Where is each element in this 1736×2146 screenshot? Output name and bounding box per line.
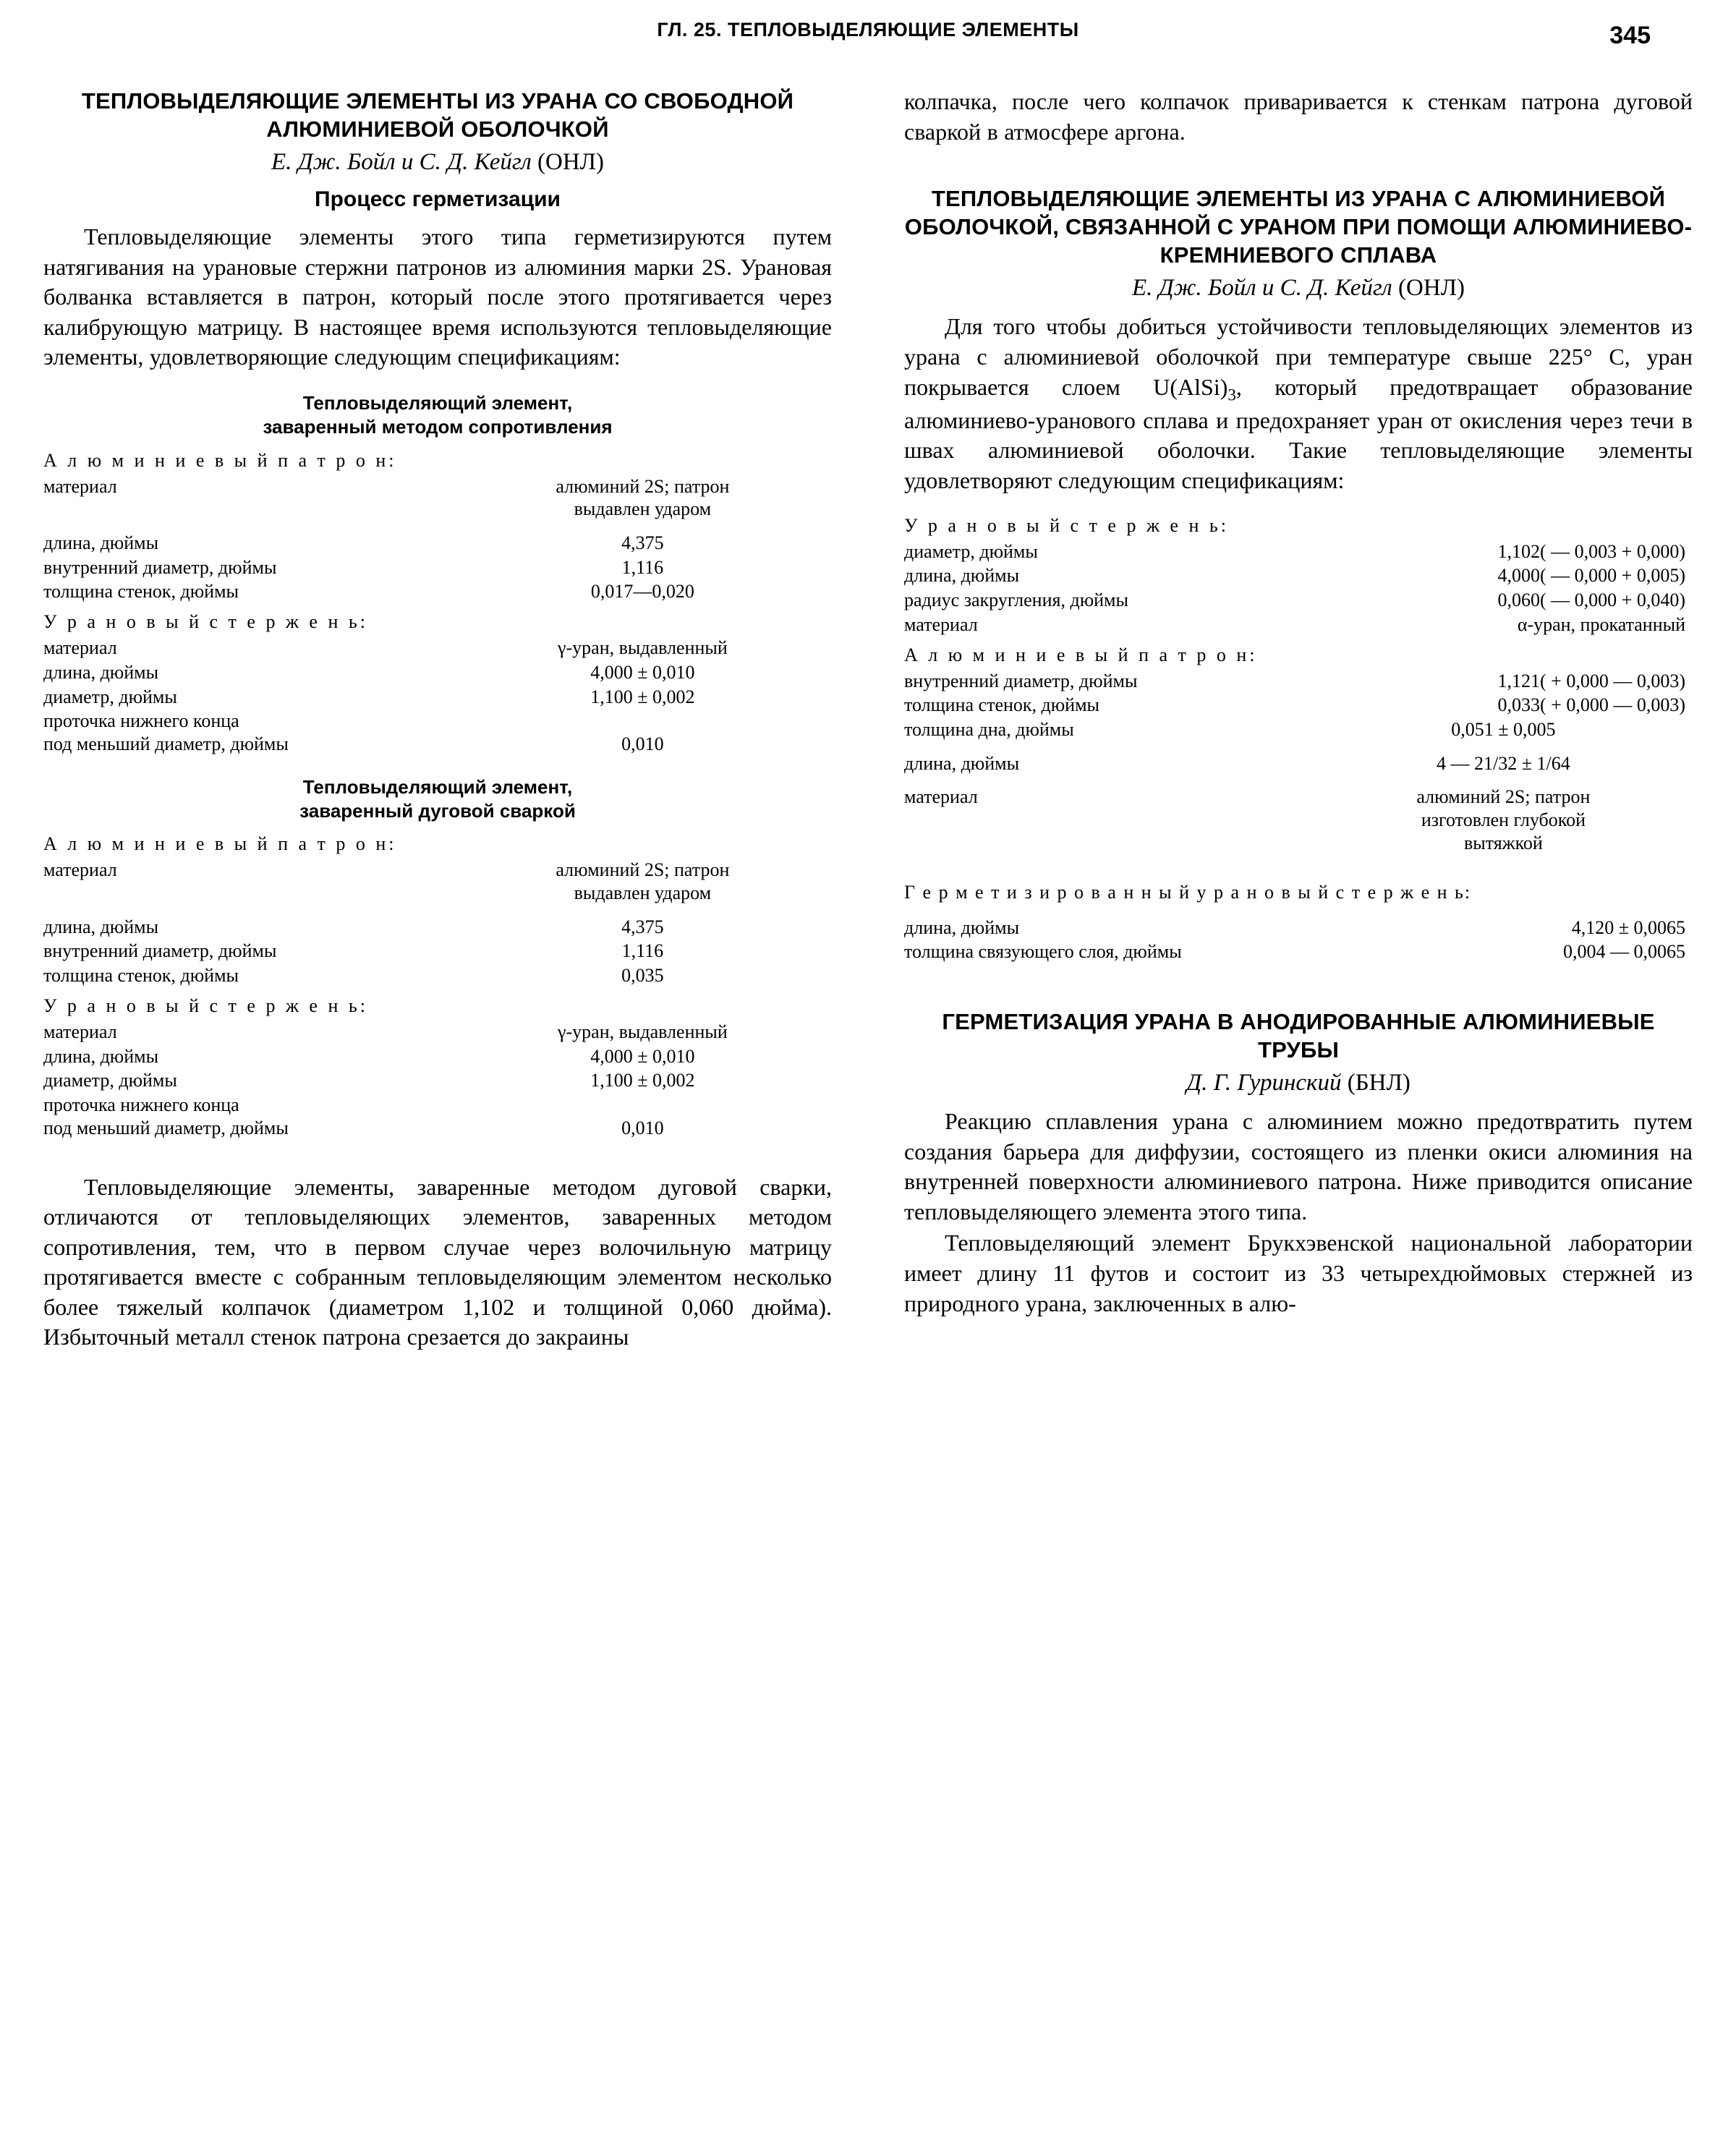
row-label: толщина связующего слоя, дюймы bbox=[904, 941, 1182, 963]
article1-section-heading: Процесс герметизации bbox=[315, 187, 561, 212]
article1-author-affil: (ОНЛ) bbox=[537, 149, 605, 176]
row-label: длина, дюймы bbox=[904, 916, 1020, 938]
table-row bbox=[43, 555, 832, 580]
right-column bbox=[904, 87, 1693, 1354]
row-label: материал bbox=[43, 859, 117, 881]
row-value: 4,000 ± 0,010 bbox=[590, 1045, 695, 1067]
spec3-group3-label: Г е р м е т и з и р о в а н н ы й у р а н о в ы й с т е р ж е н ь: bbox=[904, 881, 1472, 903]
row-value: 0,060( — 0,000 + 0,040) bbox=[1497, 589, 1685, 611]
article3-author bbox=[904, 1070, 1693, 1097]
spec3-group1-label: У р а н о в ы й с т е р ж е н ь: bbox=[904, 514, 1229, 536]
spec1-title-line2: заваренный методом сопротивления bbox=[263, 416, 613, 438]
row-label bbox=[43, 1093, 454, 1140]
left-column bbox=[43, 87, 832, 1354]
article2-author-name: Е. Дж. Бойл и С. Д. Кейгл bbox=[1131, 275, 1392, 302]
spec1-title-line1: Тепловыделяющий элемент, bbox=[302, 392, 573, 414]
row-label: внутренний диаметр, дюймы bbox=[43, 940, 277, 962]
row-label: материал bbox=[904, 786, 978, 808]
table-row bbox=[43, 906, 832, 940]
table-row bbox=[43, 685, 832, 710]
row-label-line1: проточка нижнего конца bbox=[43, 710, 239, 732]
row-label: материал bbox=[904, 613, 978, 635]
row-value bbox=[1314, 775, 1693, 855]
row-label: материал bbox=[43, 1021, 117, 1042]
table-row bbox=[43, 939, 832, 963]
spec3-table3 bbox=[904, 906, 1693, 964]
row-value: 0,010 bbox=[621, 1117, 664, 1138]
row-value: 4,000 ± 0,010 bbox=[590, 661, 695, 683]
row-label: длина, дюймы bbox=[43, 916, 159, 937]
article2-title: ТЕПЛОВЫДЕЛЯЮЩИЕ ЭЛЕМЕНТЫ ИЗ УРАНА С АЛЮМИНИЕВОЙ ОБОЛОЧКОЙ, СВЯЗАННОЙ С УРАНОМ ПРИ ПОМОЩИ АЛЮМИНИЕВО-КРЕМНИЕВОГО СПЛАВА bbox=[904, 186, 1693, 268]
row-label: диаметр, дюймы bbox=[904, 540, 1038, 562]
row-label bbox=[43, 709, 454, 756]
row-label: толщина дна, дюймы bbox=[904, 718, 1074, 740]
formula-u-alsi3 bbox=[1170, 373, 1236, 404]
spec2-table2 bbox=[43, 1020, 832, 1141]
spec1-group1-label: А л ю м и н и е в ы й п а т р о н: bbox=[43, 449, 397, 471]
spec3-table2 bbox=[904, 669, 1693, 856]
table-row bbox=[43, 709, 832, 756]
row-value-line2: выдавлен ударом bbox=[574, 882, 712, 904]
spec2-table1 bbox=[43, 858, 832, 988]
table-row bbox=[43, 1068, 832, 1093]
table-row bbox=[904, 693, 1693, 718]
formula-subscript: 3 bbox=[1227, 384, 1236, 404]
table-row bbox=[904, 669, 1693, 694]
table-row bbox=[43, 660, 832, 685]
article1-title: ТЕПЛОВЫДЕЛЯЮЩИЕ ЭЛЕМЕНТЫ ИЗ УРАНА СО СВОБОДНОЙ АЛЮМИНИЕВОЙ ОБОЛОЧКОЙ bbox=[81, 88, 794, 142]
row-value-line2: выдавлен ударом bbox=[574, 498, 712, 520]
spec2-group2-label: У р а н о в ы й с т е р ж е н ь: bbox=[43, 995, 368, 1016]
row-value: γ-уран, выдавленный bbox=[558, 637, 728, 659]
row-label: диаметр, дюймы bbox=[43, 1070, 177, 1091]
spec2-group1-label: А л ю м и н и е в ы й п а т р о н: bbox=[43, 833, 397, 855]
table-row bbox=[43, 521, 832, 555]
spec3-group2-label: А л ю м и н и е в ы й п а т р о н: bbox=[904, 644, 1258, 665]
row-label: длина, дюймы bbox=[904, 565, 1020, 587]
row-value: 1,121( + 0,000 — 0,003) bbox=[1497, 670, 1685, 691]
row-label-line2: под меньший диаметр, дюймы bbox=[43, 733, 289, 755]
article2-para1 bbox=[904, 312, 1693, 495]
article3-author-affil: (БНЛ) bbox=[1347, 1070, 1410, 1097]
spec1-table2 bbox=[43, 636, 832, 757]
row-value-line3: вытяжкой bbox=[1463, 832, 1543, 853]
row-value: 0,051 ± 0,005 bbox=[1451, 718, 1556, 740]
article3-para2: Тепловыделяющий элемент Брукхэвенской национальной лаборатории имеет длину 11 футов и состоит из 33 четырехдюймовых стержней из природного урана, заключенных в алю- bbox=[904, 1230, 1693, 1316]
spec1-table1 bbox=[43, 474, 832, 605]
row-value: 4,000( — 0,000 + 0,005) bbox=[1497, 565, 1685, 587]
table-row bbox=[904, 906, 1693, 940]
row-value: 1,116 bbox=[621, 940, 664, 962]
table-row bbox=[904, 540, 1693, 564]
article2-para1-part-b: , который предотвращает образование алюминиево-уранового сплава и предохраняет уран от окисления через течи в швах алюминиевой оболочки. Такие тепловыделяющие элементы удовлетворяют следующим спецификациям: bbox=[904, 373, 1693, 494]
table-row bbox=[904, 613, 1693, 637]
row-value: γ-уран, выдавленный bbox=[558, 1021, 728, 1042]
row-value: 0,010 bbox=[621, 733, 664, 755]
article2-para1-part-a: Для того чтобы добиться устойчивости тепловыделяющих элементов из урана с алюминиевой оболочкой при температуре свыше 225° С, уран покрывается слоем U bbox=[904, 313, 1693, 400]
row-value: 0,035 bbox=[621, 965, 664, 987]
table-row bbox=[43, 1020, 832, 1044]
row-value: 4,375 bbox=[621, 916, 664, 937]
row-value: 4 — 21/32 ± 1/64 bbox=[1437, 752, 1570, 774]
table-row bbox=[43, 858, 832, 905]
row-label: длина, дюймы bbox=[904, 752, 1020, 774]
row-value-line2: изготовлен глубокой bbox=[1421, 809, 1586, 831]
article3-title: ГЕРМЕТИЗАЦИЯ УРАНА В АНОДИРОВАННЫЕ АЛЮМИНИЕВЫЕ ТРУБЫ bbox=[942, 1008, 1655, 1063]
row-value: 0,017—0,020 bbox=[590, 581, 694, 603]
table-row bbox=[904, 563, 1693, 588]
row-label: радиус закругления, дюймы bbox=[904, 589, 1128, 611]
running-head: ГЛ. 25. ТЕПЛОВЫДЕЛЯЮЩИЕ ЭЛЕМЕНТЫ bbox=[657, 19, 1079, 41]
row-label-line2: под меньший диаметр, дюймы bbox=[43, 1117, 289, 1138]
row-label: длина, дюймы bbox=[43, 532, 159, 554]
table-row bbox=[43, 963, 832, 988]
row-label: длина, дюймы bbox=[43, 1045, 159, 1067]
row-value: 0,004 — 0,0065 bbox=[1563, 941, 1685, 963]
row-value: 4,120 ± 0,0065 bbox=[1571, 916, 1685, 938]
table-row bbox=[43, 579, 832, 604]
table-row bbox=[904, 775, 1693, 855]
table-row bbox=[904, 718, 1693, 742]
table-row bbox=[904, 940, 1693, 964]
article1-author bbox=[43, 149, 832, 176]
table-row bbox=[904, 742, 1693, 776]
row-value bbox=[454, 858, 832, 905]
row-value: 1,100 ± 0,002 bbox=[590, 1070, 695, 1091]
row-value-line1: алюминий 2S; патрон bbox=[556, 475, 730, 497]
row-label: длина, дюймы bbox=[43, 661, 159, 683]
spec2-title-line1: Тепловыделяющий элемент, bbox=[302, 775, 573, 798]
row-label: материал bbox=[43, 637, 117, 659]
article3-para1: Реакцию сплавления урана с алюминием можно предотвратить путем создания барьера для диффузии, состоящего из пленки окиси алюминия на внутренней поверхности алюминиевого патрона. Ниже приводится описание тепловыделяющего элемента этого типа. bbox=[904, 1108, 1693, 1225]
row-value-line1: алюминий 2S; патрон bbox=[556, 859, 730, 881]
row-label: материал bbox=[43, 475, 117, 497]
row-label: внутренний диаметр, дюймы bbox=[904, 670, 1138, 691]
row-label: толщина стенок, дюймы bbox=[43, 581, 239, 603]
table-row bbox=[904, 588, 1693, 613]
row-label-line1: проточка нижнего конца bbox=[43, 1094, 239, 1116]
table-row bbox=[43, 636, 832, 660]
spec2-title bbox=[43, 775, 832, 824]
article1-author-name: Е. Дж. Бойл и С. Д. Кейгл bbox=[271, 149, 532, 176]
row-value: α-уран, прокатанный bbox=[1517, 613, 1685, 635]
article3-author-name: Д. Г. Гуринский bbox=[1186, 1070, 1342, 1097]
article2-author bbox=[904, 275, 1693, 302]
spec2-title-line2: заваренный дуговой сваркой bbox=[299, 800, 576, 822]
row-value: 0,033( + 0,000 — 0,003) bbox=[1497, 694, 1685, 716]
row-value: 4,375 bbox=[621, 532, 664, 554]
two-column-body bbox=[43, 87, 1693, 1354]
row-label: внутренний диаметр, дюймы bbox=[43, 556, 277, 578]
row-value: 1,102( — 0,003 + 0,000) bbox=[1497, 540, 1685, 562]
article1-para1: Тепловыделяющие элементы этого типа герметизируются путем натягивания на урановые стержни патронов из алюминия марки 2S. Урановая болванка вставляется в патрон, который после этого протягивается через калибрующую матрицу. В настоящее время используются тепловыделяющие элементы, удовлетворяющие следующим спецификациям: bbox=[43, 223, 832, 370]
spec3-table1 bbox=[904, 540, 1693, 637]
row-label: диаметр, дюймы bbox=[43, 686, 177, 707]
row-label: толщина стенок, дюймы bbox=[904, 694, 1100, 716]
formula-base: (AlSi) bbox=[1170, 373, 1228, 400]
row-value: 1,116 bbox=[621, 556, 664, 578]
page-number: 345 bbox=[1609, 22, 1651, 49]
table-row bbox=[43, 474, 832, 521]
table-row bbox=[43, 1093, 832, 1140]
row-value: 1,100 ± 0,002 bbox=[590, 686, 695, 707]
row-value-line1: алюминий 2S; патрон bbox=[1416, 786, 1591, 808]
table-row bbox=[43, 1044, 832, 1069]
spec1-group2-label: У р а н о в ы й с т е р ж е н ь: bbox=[43, 611, 368, 633]
row-label: толщина стенок, дюймы bbox=[43, 965, 239, 987]
row-value bbox=[454, 474, 832, 521]
article2-author-affil: (ОНЛ) bbox=[1398, 275, 1465, 302]
article1-closing-para: Тепловыделяющие элементы, заваренные методом дуговой сварки, отличаются от тепловыделяющих элементов, заваренных методом сопротивления, тем, что в первом случае через волочильную матрицу протягивается вместе с собранным тепловыделяющим элементом несколько более тяжелый колпачок (диаметром 1,102 и толщиной 0,060 дюйма). Избыточный металл стенок патрона срезается до закраины bbox=[43, 1173, 832, 1350]
spec1-title bbox=[43, 391, 832, 440]
continued-para: колпачка, после чего колпачок приваривается к стенкам патрона дуговой сваркой в атмосфере аргона. bbox=[904, 88, 1693, 145]
